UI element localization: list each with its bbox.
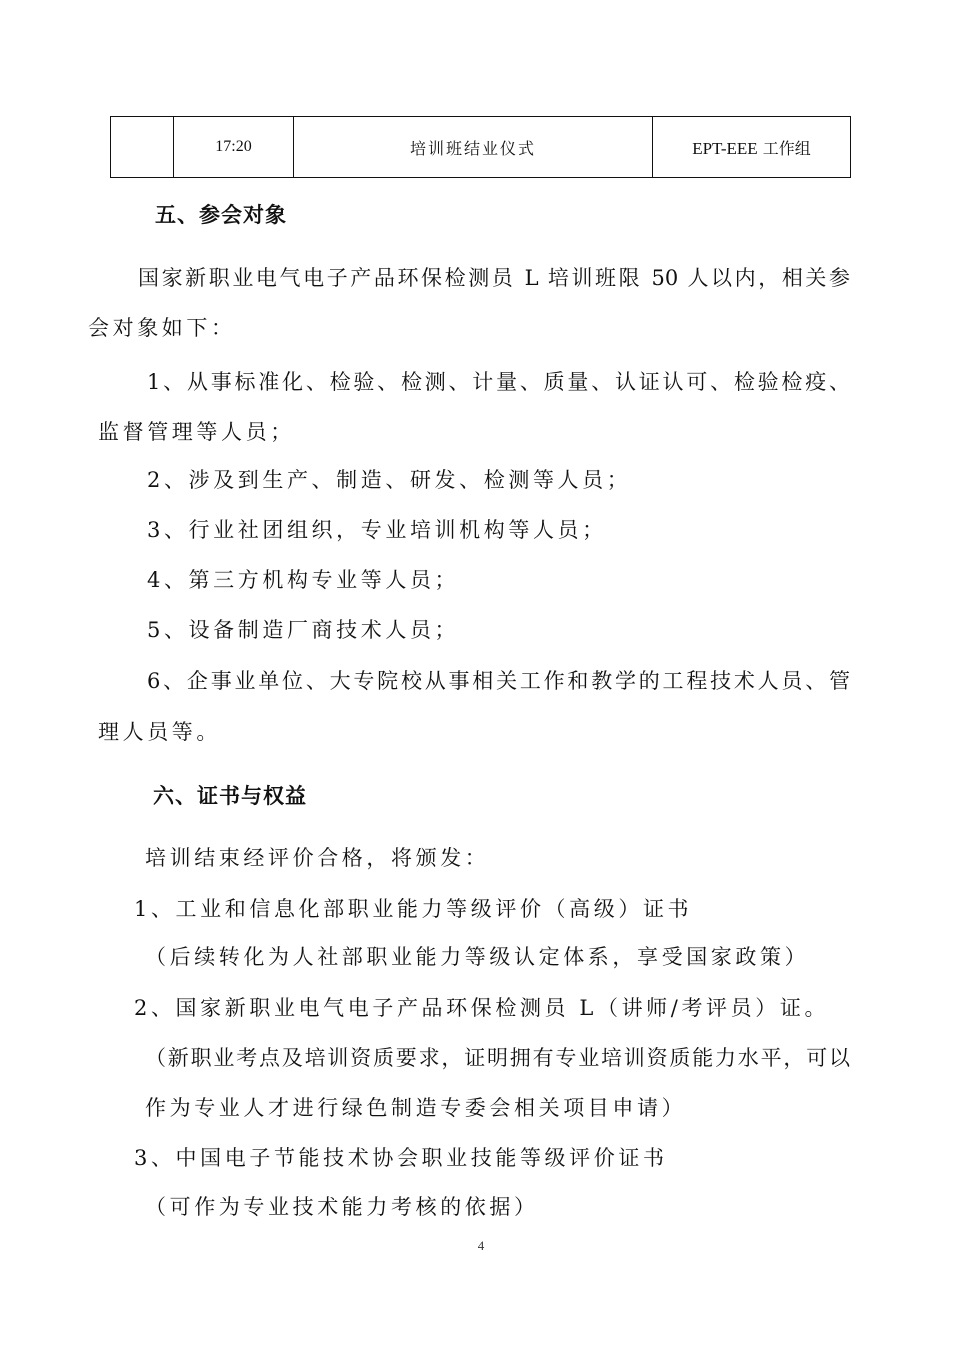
page-number: 4 xyxy=(477,1238,485,1253)
table-cell-index xyxy=(111,117,174,178)
schedule-table xyxy=(110,116,851,178)
section5-item1-line1: 1、从事标准化、检验、检测、计量、质量、认证认可、检验检疫、 xyxy=(147,370,850,394)
section5-heading: 五、参会对象 xyxy=(155,203,287,227)
section5-item6-line2: 理人员等。 xyxy=(98,720,221,744)
cert1-title: 1、工业和信息化部职业能力等级评价（高级）证书 xyxy=(134,897,693,921)
section5-item5: 5、设备制造厂商技术人员； xyxy=(147,618,460,642)
section5-item2: 2、涉及到生产、制造、研发、检测等人员； xyxy=(147,468,632,492)
table-row xyxy=(111,117,851,178)
section5-item3: 3、行业社团组织，专业培训机构等人员； xyxy=(147,518,607,542)
organizer-cn: 工作组 xyxy=(762,138,811,158)
cert2-note-line2: 作为专业人才进行绿色制造专委会相关项目申请） xyxy=(145,1096,687,1120)
table-cell-organizer xyxy=(653,117,851,178)
cert3-title: 3、中国电子节能技术协会职业技能等级评价证书 xyxy=(134,1146,668,1170)
section5-item4: 4、第三方机构专业等人员； xyxy=(147,568,460,592)
cert3-note: （可作为专业技术能力考核的依据） xyxy=(145,1195,539,1219)
section5-intro-line2: 会对象如下： xyxy=(88,316,236,340)
table-cell-time: 17:20 xyxy=(174,117,294,178)
cert2-note-line1: （新职业考点及培训资质要求，证明拥有专业培训资质能力水平，可以 xyxy=(145,1046,850,1070)
cert1-note: （后续转化为人社部职业能力等级认定体系，享受国家政策） xyxy=(145,945,810,969)
section5-item1-line2: 监督管理等人员； xyxy=(98,420,295,444)
organizer-latin: EPT-EEE xyxy=(692,138,758,158)
section5-intro-line1: 国家新职业电气电子产品环保检测员 L 培训班限 50 人以内，相关参 xyxy=(138,266,850,290)
cert2-title: 2、国家新职业电气电子产品环保检测员 L（讲师/考评员）证。 xyxy=(134,996,830,1020)
section6-heading: 六、证书与权益 xyxy=(153,784,307,808)
table-cell-activity: 培训班结业仪式 xyxy=(294,117,653,178)
section6-intro: 培训结束经评价合格，将颁发： xyxy=(145,846,490,870)
section5-item6-line1: 6、企事业单位、大专院校从事相关工作和教学的工程技术人员、管 xyxy=(147,669,850,693)
